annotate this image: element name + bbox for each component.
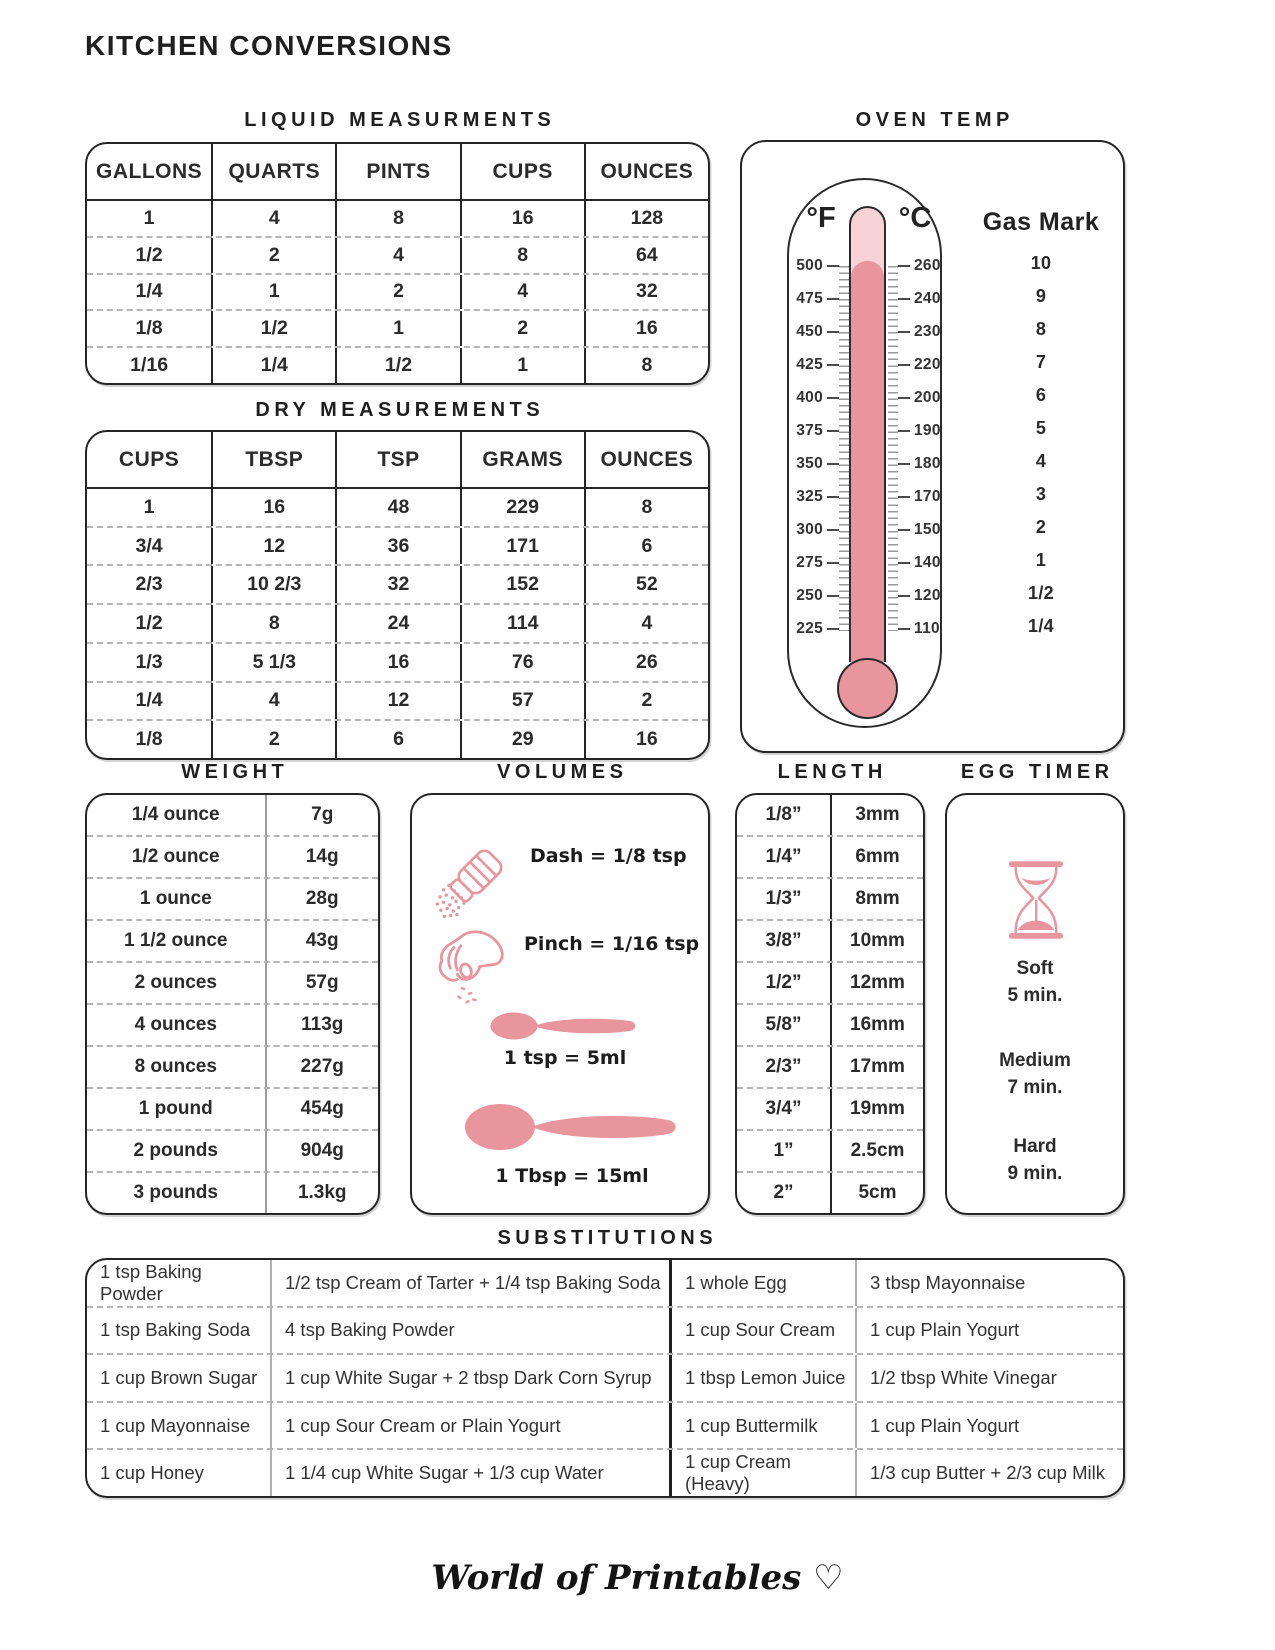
table-cell: 4 [1035, 451, 1047, 471]
celsius-minor-ticks [888, 266, 898, 631]
table-row [789, 447, 839, 480]
table-cell: 2 [584, 683, 708, 720]
table-row [87, 1401, 1123, 1449]
table-row [957, 247, 1125, 280]
table-cell: 425 [796, 356, 839, 374]
table-row [789, 414, 839, 447]
table-cell: 4 [460, 275, 584, 310]
table-cell: 57 [460, 683, 584, 720]
column-header: OUNCES [584, 432, 708, 487]
table-cell: 171 [460, 528, 584, 565]
table-cell: 128 [584, 201, 708, 236]
table-row [87, 642, 708, 681]
table-row [737, 1129, 923, 1171]
table-row [957, 445, 1125, 478]
table-body [87, 489, 708, 758]
table-cell: 8mm [830, 879, 923, 919]
table-row [737, 1171, 923, 1213]
dash-equivalence-label: Dash = 1/8 tsp [530, 845, 687, 867]
table-cell: 19mm [830, 1089, 923, 1129]
table-row [87, 603, 708, 642]
table-cell: 1/4” [765, 846, 802, 867]
table-cell: 1 cup Brown Sugar [100, 1366, 258, 1388]
table-row [737, 795, 923, 835]
table-cell: 10 2/3 [211, 566, 335, 603]
table-cell: 1/3 [135, 650, 163, 673]
table-cell: 120 [898, 587, 941, 605]
table-row [898, 612, 944, 645]
fahrenheit-scale [789, 249, 839, 645]
table-row [789, 348, 839, 381]
table-cell: 350 [796, 455, 839, 473]
table-row [789, 381, 839, 414]
table-row [87, 273, 708, 310]
table-row [87, 719, 708, 758]
table-row [957, 346, 1125, 379]
table-row [87, 877, 378, 919]
table-cell: 17mm [830, 1047, 923, 1087]
table-row [789, 612, 839, 645]
table-row [957, 610, 1125, 643]
gas-mark-header: Gas Mark [982, 208, 1100, 236]
table-cell: 3 tbsp Mayonnaise [855, 1260, 1123, 1306]
oven-temp-panel [740, 140, 1125, 753]
table-row [737, 1003, 923, 1045]
table-cell: 1/2 [135, 243, 163, 266]
table-row [87, 1260, 1123, 1306]
table-row [789, 480, 839, 513]
celsius-unit-label: °C [898, 202, 932, 234]
table-cell: 1 cup Sour Cream or Plain Yogurt [270, 1403, 669, 1449]
table-cell: 3mm [830, 795, 923, 835]
table-cell: 110 [898, 620, 940, 638]
table-header-row [87, 432, 708, 489]
table-cell: 6mm [830, 837, 923, 877]
table-cell: 275 [796, 554, 839, 572]
table-row [87, 346, 708, 383]
table-cell: 57g [265, 963, 378, 1003]
table-cell: 2.5cm [830, 1131, 923, 1171]
table-row [898, 546, 944, 579]
table-cell: 230 [898, 323, 941, 341]
table-row [87, 919, 378, 961]
table-cell: 28g [265, 879, 378, 919]
table-cell: 1/4 [211, 348, 335, 383]
table-cell: 10mm [830, 921, 923, 961]
table-row [898, 348, 944, 381]
table-cell: 16 [584, 311, 708, 346]
fahrenheit-minor-ticks [839, 266, 849, 631]
table-body [87, 201, 708, 383]
egg-timer-entry [947, 1133, 1123, 1187]
table-cell: 12 [211, 528, 335, 565]
table-cell: 1.3kg [265, 1173, 378, 1213]
table-cell: 16mm [830, 1005, 923, 1045]
table-cell: 1/8 [135, 728, 163, 751]
table-row [789, 546, 839, 579]
table-cell: 325 [796, 488, 839, 506]
table-row [737, 961, 923, 1003]
table-cell: 8 [584, 489, 708, 526]
egg-doneness-label: Medium [999, 1050, 1071, 1071]
table-cell: 6 [584, 528, 708, 565]
table-cell: 1 cup White Sugar + 2 tbsp Dark Corn Syrup [270, 1355, 669, 1401]
thermometer-tube [849, 206, 886, 662]
dry-measurements-heading: DRY MEASUREMENTS [255, 399, 545, 421]
table-cell: 7 [1035, 352, 1047, 372]
table-cell: 1/2 tbsp White Vinegar [855, 1355, 1123, 1401]
table-body [737, 795, 923, 1213]
table-cell: 10 [1030, 253, 1052, 273]
table-row [87, 1171, 378, 1213]
egg-timer-heading: EGG TIMER [960, 761, 1114, 783]
table-row [737, 835, 923, 877]
table-cell: 32 [584, 275, 708, 310]
table-cell: 5cm [830, 1173, 923, 1213]
brand-logo: World of Printables ♡ [431, 1558, 844, 1598]
table-cell: 2 [211, 721, 335, 758]
table-cell: 2 [335, 275, 459, 310]
table-cell: 4 [584, 605, 708, 642]
table-row [957, 478, 1125, 511]
table-cell: 250 [796, 587, 839, 605]
length-table [735, 793, 925, 1215]
table-row [789, 315, 839, 348]
table-row [87, 526, 708, 565]
egg-doneness-label: Soft [1016, 958, 1054, 979]
table-cell: 1 [143, 495, 155, 518]
table-row [87, 309, 708, 346]
table-row [957, 313, 1125, 346]
volumes-panel [410, 793, 710, 1215]
table-row [737, 1087, 923, 1129]
celsius-scale [898, 249, 944, 645]
table-cell: 500 [796, 257, 839, 275]
table-row [898, 480, 944, 513]
table-body [87, 795, 378, 1213]
table-cell: 140 [898, 554, 941, 572]
table-cell: 43g [265, 921, 378, 961]
gas-mark-scale [957, 247, 1125, 643]
table-cell: 2” [773, 1182, 794, 1203]
table-cell: 76 [460, 644, 584, 681]
table-cell: 1 cup Buttermilk [669, 1403, 855, 1449]
table-cell: 1 ounce [139, 888, 212, 909]
table-cell: 8 [1035, 319, 1047, 339]
table-row [898, 315, 944, 348]
table-cell: 48 [335, 489, 459, 526]
egg-timer-entry [947, 1047, 1123, 1101]
table-row [898, 414, 944, 447]
table-cell: 1 cup Mayonnaise [100, 1414, 251, 1436]
egg-timer-entry [947, 955, 1123, 1009]
table-cell: 2 [1035, 517, 1047, 537]
table-cell: 1/2 tsp Cream of Tarter + 1/4 tsp Baking Soda [270, 1260, 669, 1306]
table-row [957, 511, 1125, 544]
table-header-row [87, 144, 708, 201]
page-title: KITCHEN CONVERSIONS [85, 30, 453, 61]
egg-time-value: 7 min. [1007, 1077, 1063, 1098]
table-row [737, 1045, 923, 1087]
table-cell: 1 [1035, 550, 1047, 570]
table-cell: 52 [584, 566, 708, 603]
table-cell: 5/8” [765, 1014, 802, 1035]
table-row [87, 236, 708, 273]
table-row [789, 282, 839, 315]
table-cell: 1/4 [1028, 616, 1054, 636]
table-cell: 26 [584, 644, 708, 681]
tablespoon-icon [464, 1095, 680, 1159]
table-cell: 4 ounces [134, 1014, 217, 1035]
table-row [898, 381, 944, 414]
table-cell: 150 [898, 521, 941, 539]
table-cell: 113g [265, 1005, 378, 1045]
table-cell: 16 [460, 201, 584, 236]
table-cell: 1 tsp Baking Soda [100, 1319, 251, 1341]
table-cell: 152 [460, 566, 584, 603]
table-cell: 1 [143, 206, 155, 229]
table-cell: 8 [584, 348, 708, 383]
table-cell: 3 pounds [133, 1182, 218, 1203]
table-cell: 24 [335, 605, 459, 642]
table-cell: 16 [584, 721, 708, 758]
table-body [87, 1260, 1123, 1496]
table-cell: 6 [1035, 385, 1047, 405]
table-cell: 2/3” [765, 1056, 802, 1077]
table-cell: 1 cup Honey [100, 1462, 204, 1484]
table-cell: 904g [265, 1131, 378, 1171]
table-row [87, 1087, 378, 1129]
table-cell: 1/8 [135, 317, 163, 340]
substitutions-heading: SUBSTITUTIONS [497, 1227, 718, 1249]
table-row [898, 513, 944, 546]
column-header: TBSP [211, 432, 335, 487]
table-cell: 14g [265, 837, 378, 877]
table-cell: 6 [335, 721, 459, 758]
table-cell: 260 [898, 257, 941, 275]
table-cell: 240 [898, 290, 941, 308]
pinch-fingers-icon [428, 920, 510, 1012]
table-cell: 8 [211, 605, 335, 642]
table-cell: 1 1/4 cup White Sugar + 1/3 cup Water [270, 1450, 669, 1496]
table-cell: 1/2 [135, 612, 163, 635]
egg-timer-panel [945, 793, 1125, 1215]
table-cell: 1 [211, 275, 335, 310]
table-row [87, 201, 708, 236]
table-cell: 1/4 ounce [131, 804, 220, 825]
table-cell: 1 [460, 348, 584, 383]
teaspoon-icon [490, 1009, 640, 1043]
table-cell: 16 [335, 644, 459, 681]
table-cell: 7g [265, 795, 378, 835]
table-cell: 1 cup Plain Yogurt [855, 1403, 1123, 1449]
table-cell: 1/3 cup Butter + 2/3 cup Milk [855, 1450, 1123, 1496]
table-cell: 2/3 [135, 573, 163, 596]
table-cell: 4 tsp Baking Powder [270, 1308, 669, 1354]
table-cell: 454g [265, 1089, 378, 1129]
column-header: CUPS [460, 144, 584, 199]
table-row [737, 919, 923, 961]
table-row [87, 795, 378, 835]
table-row [87, 489, 708, 526]
table-cell: 64 [584, 238, 708, 273]
table-cell: 1/2 [335, 348, 459, 383]
table-cell: 2 pounds [133, 1140, 218, 1161]
column-header: CUPS [118, 447, 180, 471]
thermometer-bulb [837, 658, 898, 719]
table-cell: 8 [460, 238, 584, 273]
weight-table [85, 793, 380, 1215]
table-cell: 220 [898, 356, 941, 374]
table-row [87, 1129, 378, 1171]
table-row [789, 513, 839, 546]
liquid-measurements-table [85, 142, 710, 385]
table-cell: 1 1/2 ounce [124, 930, 228, 951]
table-cell: 180 [898, 455, 941, 473]
column-header: QUARTS [211, 144, 335, 199]
table-row [87, 961, 378, 1003]
table-cell: 36 [335, 528, 459, 565]
length-heading: LENGTH [777, 761, 887, 783]
egg-time-value: 9 min. [1007, 1163, 1063, 1184]
salt-shaker-icon [432, 840, 512, 920]
table-cell: 5 [1035, 418, 1047, 438]
table-row [957, 280, 1125, 313]
table-cell: 2 [211, 238, 335, 273]
table-row [87, 681, 708, 720]
table-row [737, 877, 923, 919]
table-cell: 1 pound [138, 1098, 213, 1119]
table-cell: 1” [773, 1140, 794, 1161]
thermometer-icon [787, 178, 942, 728]
substitutions-table [85, 1258, 1125, 1498]
table-cell: 3/8” [765, 930, 802, 951]
table-cell: 29 [460, 721, 584, 758]
table-cell: 4 [335, 238, 459, 273]
table-cell: 375 [796, 422, 839, 440]
table-cell: 2 ounces [134, 972, 217, 993]
table-cell: 8 [335, 201, 459, 236]
table-cell: 300 [796, 521, 839, 539]
table-cell: 1 cup Plain Yogurt [855, 1308, 1123, 1354]
oven-temp-heading: OVEN TEMP [855, 109, 1014, 131]
table-row [957, 577, 1125, 610]
table-cell: 16 [211, 489, 335, 526]
table-row [87, 1003, 378, 1045]
table-cell: 12 [335, 683, 459, 720]
table-row [957, 412, 1125, 445]
column-header: OUNCES [584, 144, 708, 199]
thermometer-mercury [851, 261, 884, 662]
table-cell: 450 [796, 323, 839, 341]
egg-time-value: 5 min. [1007, 985, 1063, 1006]
column-header: GALLONS [96, 159, 203, 183]
table-row [87, 564, 708, 603]
table-cell: 400 [796, 389, 839, 407]
table-cell: 1/2 [1028, 583, 1054, 603]
table-cell: 3 [1035, 484, 1047, 504]
column-header: GRAMS [460, 432, 584, 487]
table-cell: 1/8” [765, 804, 802, 825]
table-cell: 2 [460, 311, 584, 346]
table-cell: 4 [211, 201, 335, 236]
table-cell: 4 [211, 683, 335, 720]
table-cell: 12mm [830, 963, 923, 1003]
table-cell: 3/4” [765, 1098, 802, 1119]
table-cell: 1 cup Sour Cream [669, 1308, 855, 1354]
table-cell: 200 [898, 389, 941, 407]
table-cell: 1/16 [130, 354, 169, 377]
hourglass-icon [1005, 859, 1067, 941]
table-cell: 1/2” [765, 972, 802, 993]
table-cell: 1/4 [135, 280, 163, 303]
table-cell: 1 cup Cream (Heavy) [669, 1450, 855, 1496]
table-cell: 475 [796, 290, 839, 308]
table-cell: 3/4 [135, 534, 163, 557]
table-cell: 1 tsp Baking Powder [100, 1260, 202, 1304]
dry-measurements-table [85, 430, 710, 760]
table-cell: 1 tbsp Lemon Juice [669, 1355, 855, 1401]
table-cell: 8 ounces [134, 1056, 217, 1077]
table-cell: 1 [335, 311, 459, 346]
volumes-heading: VOLUMES [497, 761, 628, 783]
column-header: PINTS [335, 144, 459, 199]
table-cell: 32 [335, 566, 459, 603]
table-row [789, 579, 839, 612]
table-row [87, 835, 378, 877]
table-row [87, 1306, 1123, 1354]
table-cell: 114 [460, 605, 584, 642]
table-cell: 1/4 [135, 689, 163, 712]
fahrenheit-unit-label: °F [806, 202, 836, 234]
table-row [898, 282, 944, 315]
table-row [898, 447, 944, 480]
table-row [957, 544, 1125, 577]
table-cell: 225 [796, 620, 839, 638]
table-row [87, 1045, 378, 1087]
weight-heading: WEIGHT [181, 761, 289, 783]
table-cell: 170 [898, 488, 941, 506]
table-row [87, 1353, 1123, 1401]
table-cell: 229 [460, 489, 584, 526]
egg-doneness-label: Hard [1013, 1136, 1057, 1157]
table-cell: 1/2 ounce [131, 846, 220, 867]
table-row [957, 379, 1125, 412]
table-row [898, 249, 944, 282]
table-cell: 1/2 [211, 311, 335, 346]
tablespoon-equivalence-label: 1 Tbsp = 15ml [495, 1165, 649, 1187]
teaspoon-equivalence-label: 1 tsp = 5ml [503, 1047, 627, 1069]
table-cell: 1/3” [765, 888, 802, 909]
column-header: TSP [335, 432, 459, 487]
table-cell: 190 [898, 422, 941, 440]
table-row [898, 579, 944, 612]
table-cell: 1 whole Egg [669, 1260, 855, 1306]
table-cell: 5 1/3 [211, 644, 335, 681]
pinch-equivalence-label: Pinch = 1/16 tsp [524, 933, 700, 955]
table-cell: 227g [265, 1047, 378, 1087]
table-row [789, 249, 839, 282]
liquid-measurements-heading: LIQUID MEASURMENTS [244, 109, 556, 131]
table-row [87, 1448, 1123, 1496]
table-cell: 9 [1035, 286, 1047, 306]
